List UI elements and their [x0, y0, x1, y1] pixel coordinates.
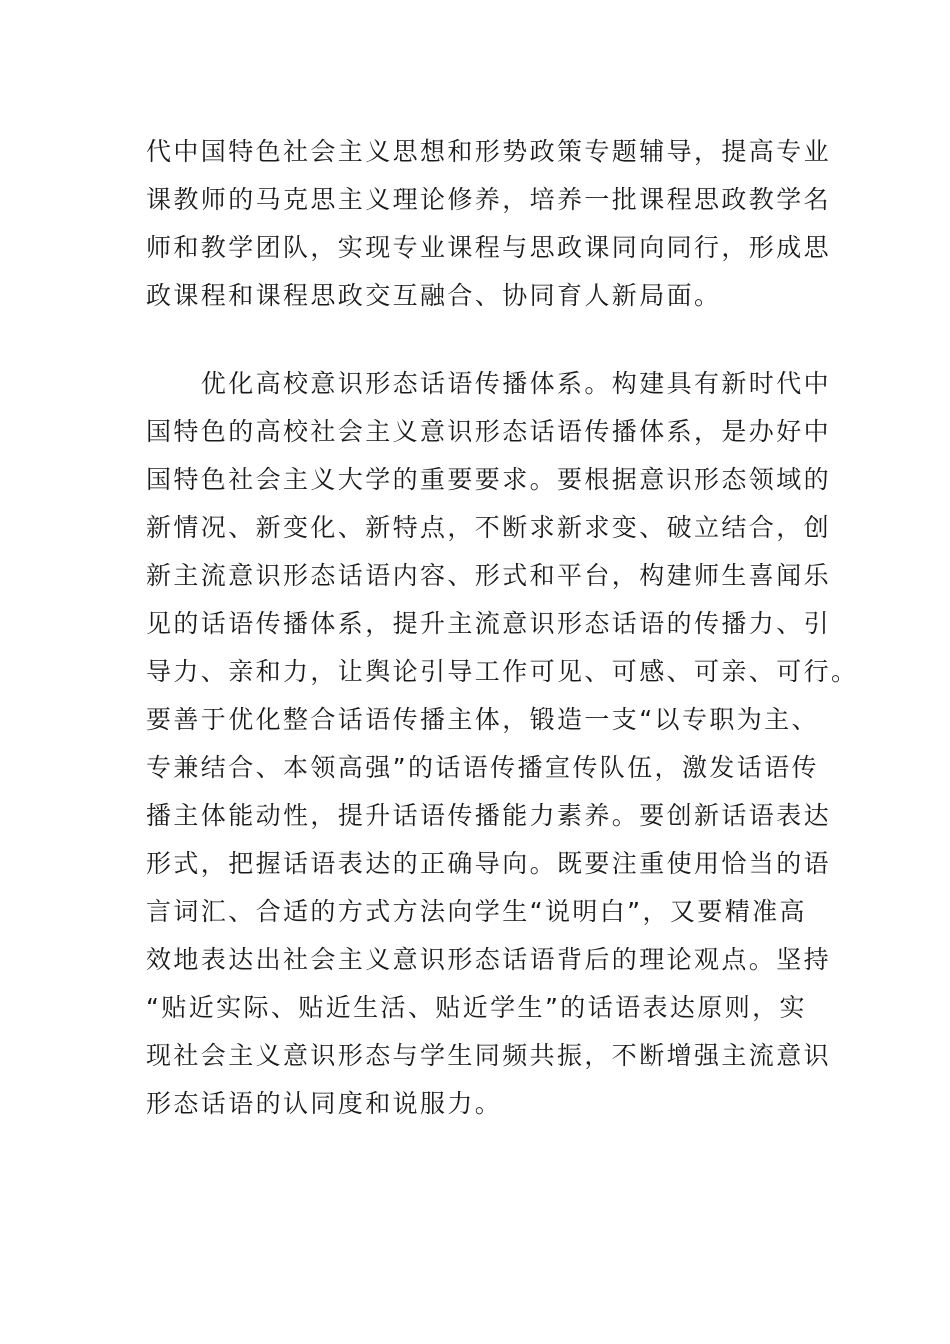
paragraph-2-line: 新主流意识形态话语内容、形式和平台，构建师生喜闻乐: [146, 561, 832, 590]
paragraph-2-line: 优化高校意识形态话语传播体系。构建具有新时代中: [146, 369, 832, 398]
paragraph-2-line: 见的话语传播体系，提升主流意识形态话语的传播力、引: [146, 609, 832, 638]
paragraph-2-line: 播主体能动性，提升话语传播能力素养。要创新话语表达: [146, 801, 832, 830]
paragraph-2-line: 现社会主义意识形态与学生同频共振，不断增强主流意识: [146, 1041, 832, 1070]
paragraph-2-line: 言词汇、合适的方式方法向学生“说明白”，又要精准高: [146, 897, 807, 926]
paragraph-1: [146, 128, 832, 320]
paragraph-2-line: 形式，把握话语表达的正确导向。既要注重使用恰当的语: [146, 849, 832, 878]
paragraph-2-line: 形态话语的认同度和说服力。: [146, 1089, 503, 1118]
paragraph-2-line: 国特色的高校社会主义意识形态话语传播体系，是办好中: [146, 417, 832, 446]
paragraph-1-line: 代中国特色社会主义思想和形势政策专题辅导，提高专业: [146, 137, 832, 166]
paragraph-2-line: 专兼结合、本领高强”的话语传播宣传队伍，激发话语传: [146, 753, 819, 782]
paragraph-2-line: 国特色社会主义大学的重要要求。要根据意识形态领域的: [146, 465, 832, 494]
paragraph-2-line: 新情况、新变化、新特点，不断求新求变、破立结合，创: [146, 513, 832, 542]
paragraph-2: [146, 360, 859, 1128]
paragraph-1-line: 师和教学团队，实现专业课程与思政课同向同行，形成思: [146, 233, 832, 262]
paragraph-2-line: 导力、亲和力，让舆论引导工作可见、可感、可亲、可行。: [146, 657, 859, 686]
paragraph-1-line: 课教师的马克思主义理论修养，培养一批课程思政教学名: [146, 185, 832, 214]
paragraph-1-line: 政课程和课程思政交互融合、协同育人新局面。: [146, 281, 722, 310]
paragraph-2-line: 效地表达出社会主义意识形态话语背后的理论观点。坚持: [146, 945, 832, 974]
paragraph-2-line: 要善于优化整合话语传播主体，锻造一支“以专职为主、: [146, 705, 819, 734]
paragraph-2-line: “贴近实际、贴近生活、贴近学生”的话语表达原则，实: [146, 993, 807, 1022]
